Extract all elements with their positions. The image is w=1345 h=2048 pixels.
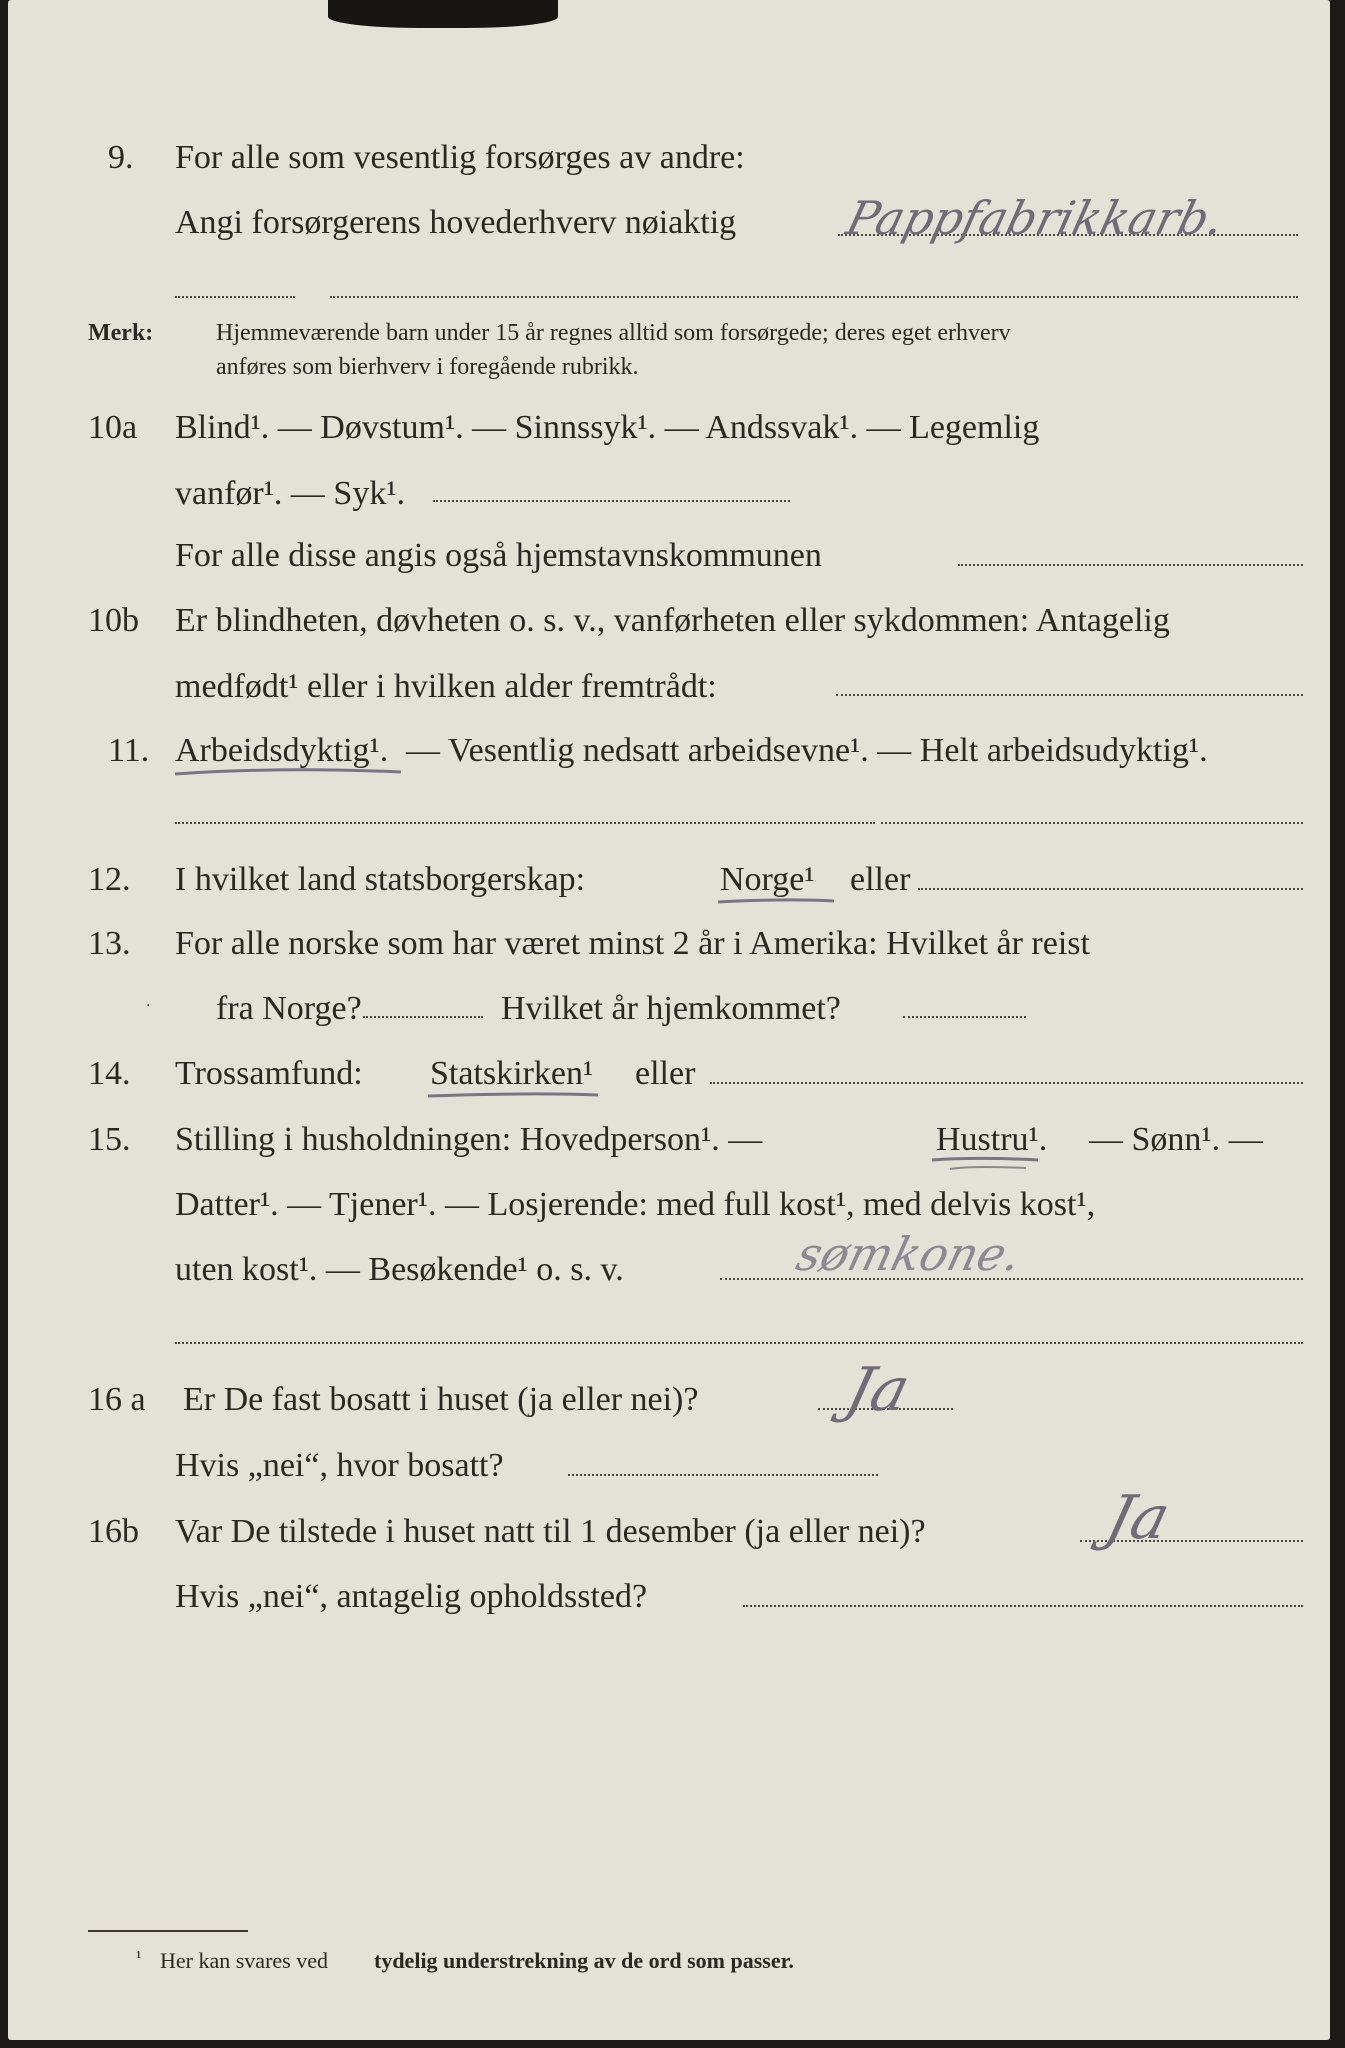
q15-line3: uten kost¹. — Besøkende¹ o. s. v. xyxy=(175,1251,624,1288)
q16b-line1: Var De tilstede i huset natt til 1 desember (ja eller nei)? xyxy=(175,1513,926,1550)
q14-text: Trossamfund: xyxy=(175,1055,363,1092)
q13-hjemkommet-line xyxy=(903,1016,1026,1018)
census-form-page xyxy=(8,0,1330,2040)
q12-text-eller: eller xyxy=(850,861,911,898)
q13-reist-line xyxy=(363,1016,483,1018)
q10b-line2: medfødt¹ eller i hvilken alder fremtrådt: xyxy=(175,668,717,705)
scan-edge xyxy=(328,0,558,28)
q15-extra-line xyxy=(175,1342,1303,1344)
q13-line2a: fra Norge? xyxy=(216,990,362,1027)
q9-extra-line-b xyxy=(330,296,1298,298)
q14-text-eller: eller xyxy=(635,1055,696,1092)
q10a-kommune-line xyxy=(958,564,1303,566)
q16a-line2: Hvis „nei“, hvor bosatt? xyxy=(175,1447,504,1484)
q16a-number: 16 a xyxy=(88,1381,146,1418)
footnote-mark: ¹ xyxy=(136,1947,142,1967)
q16b-handwritten-answer: Ja xyxy=(1099,1483,1177,1553)
q10a-line2: vanfør¹. — Syk¹. xyxy=(175,475,406,512)
q9-handwritten-answer: Pappfabrikkarb. xyxy=(841,191,1230,245)
footnote-text-b: tydelig understrekning av de ord som passer. xyxy=(374,1948,794,1973)
q15-handwritten-answer: sømkone. xyxy=(791,1227,1027,1281)
q9-line2: Angi forsørgerens hovederhverv nøiaktig xyxy=(175,204,737,241)
footnote-text-a: Her kan svares ved xyxy=(160,1948,328,1973)
q15-handwritten-underline xyxy=(930,1152,1040,1174)
q12-handwritten-underline xyxy=(716,894,836,910)
q9-extra-line-a xyxy=(175,296,295,298)
q16b-line2: Hvis „nei“, antagelig opholdssted? xyxy=(175,1578,648,1615)
q11-extra-line-b xyxy=(881,822,1303,824)
q10b-line1: Er blindheten, døvheten o. s. v., vanførheten eller sykdommen: Antagelig xyxy=(175,602,1170,639)
q11-rest: — Vesentlig nedsatt arbeidsevne¹. — Helt arbeidsudyktig¹. xyxy=(406,732,1208,769)
q9-number: 9. xyxy=(108,139,134,176)
q16a-handwritten-answer: Ja xyxy=(839,1355,917,1425)
q12-answer-line xyxy=(918,888,1303,890)
q11-handwritten-underline xyxy=(173,764,403,784)
q10a-line3: For alle disse angis også hjemstavnskommunen xyxy=(175,537,822,574)
q15-line1b: — Sønn¹. — xyxy=(1089,1121,1263,1158)
q15-option-selected: Hustru¹. xyxy=(936,1121,1048,1158)
q10b-number: 10b xyxy=(88,602,139,639)
q14-answer-line xyxy=(710,1082,1303,1084)
q16a-bosatt-line xyxy=(568,1474,878,1476)
q16b-opholdssted-line xyxy=(743,1605,1303,1607)
q16b-number: 16b xyxy=(88,1513,139,1550)
q12-number: 12. xyxy=(88,861,131,898)
q15-number: 15. xyxy=(88,1121,131,1158)
q10a-line1: Blind¹. — Døvstum¹. — Sinnssyk¹. — Andssvak¹. — Legemlig xyxy=(175,409,1040,446)
q14-number: 14. xyxy=(88,1055,131,1092)
q10a-number: 10a xyxy=(88,409,138,446)
q10a-answer-line xyxy=(433,500,790,502)
q13-number: 13. xyxy=(88,925,131,962)
q14-option-selected: Statskirken¹ xyxy=(430,1055,594,1092)
q11-option-selected: Arbeidsdyktig¹. xyxy=(175,732,389,769)
q15-line2: Datter¹. — Tjener¹. — Losjerende: med full kost¹, med delvis kost¹, xyxy=(175,1186,1096,1223)
footnote-rule xyxy=(88,1930,248,1932)
q14-handwritten-underline xyxy=(426,1088,601,1104)
q11-number: 11. xyxy=(108,732,150,769)
q16a-line1: Er De fast bosatt i huset (ja eller nei)? xyxy=(183,1381,699,1418)
merk-line2: anføres som bierhverv i foregående rubrikk. xyxy=(216,354,639,380)
q15-line1a: Stilling i husholdningen: Hovedperson¹. — xyxy=(175,1121,763,1158)
q9-line1: For alle som vesentlig forsørges av andre: xyxy=(175,139,745,176)
q13-line2b: Hvilket år hjemkommet? xyxy=(501,990,841,1027)
merk-label: Merk: xyxy=(88,320,154,346)
q13-line1: For alle norske som har været minst 2 år i Amerika: Hvilket år reist xyxy=(175,925,1090,962)
q12-option-selected: Norge¹ xyxy=(720,861,815,898)
q10b-answer-line xyxy=(836,694,1303,696)
q12-text: I hvilket land statsborgerskap: xyxy=(175,861,586,898)
q11-extra-line-a xyxy=(175,822,875,824)
stray-mark: · xyxy=(146,998,151,1014)
merk-line1: Hjemmeværende barn under 15 år regnes alltid som forsørgede; deres eget erhverv xyxy=(216,320,1011,346)
